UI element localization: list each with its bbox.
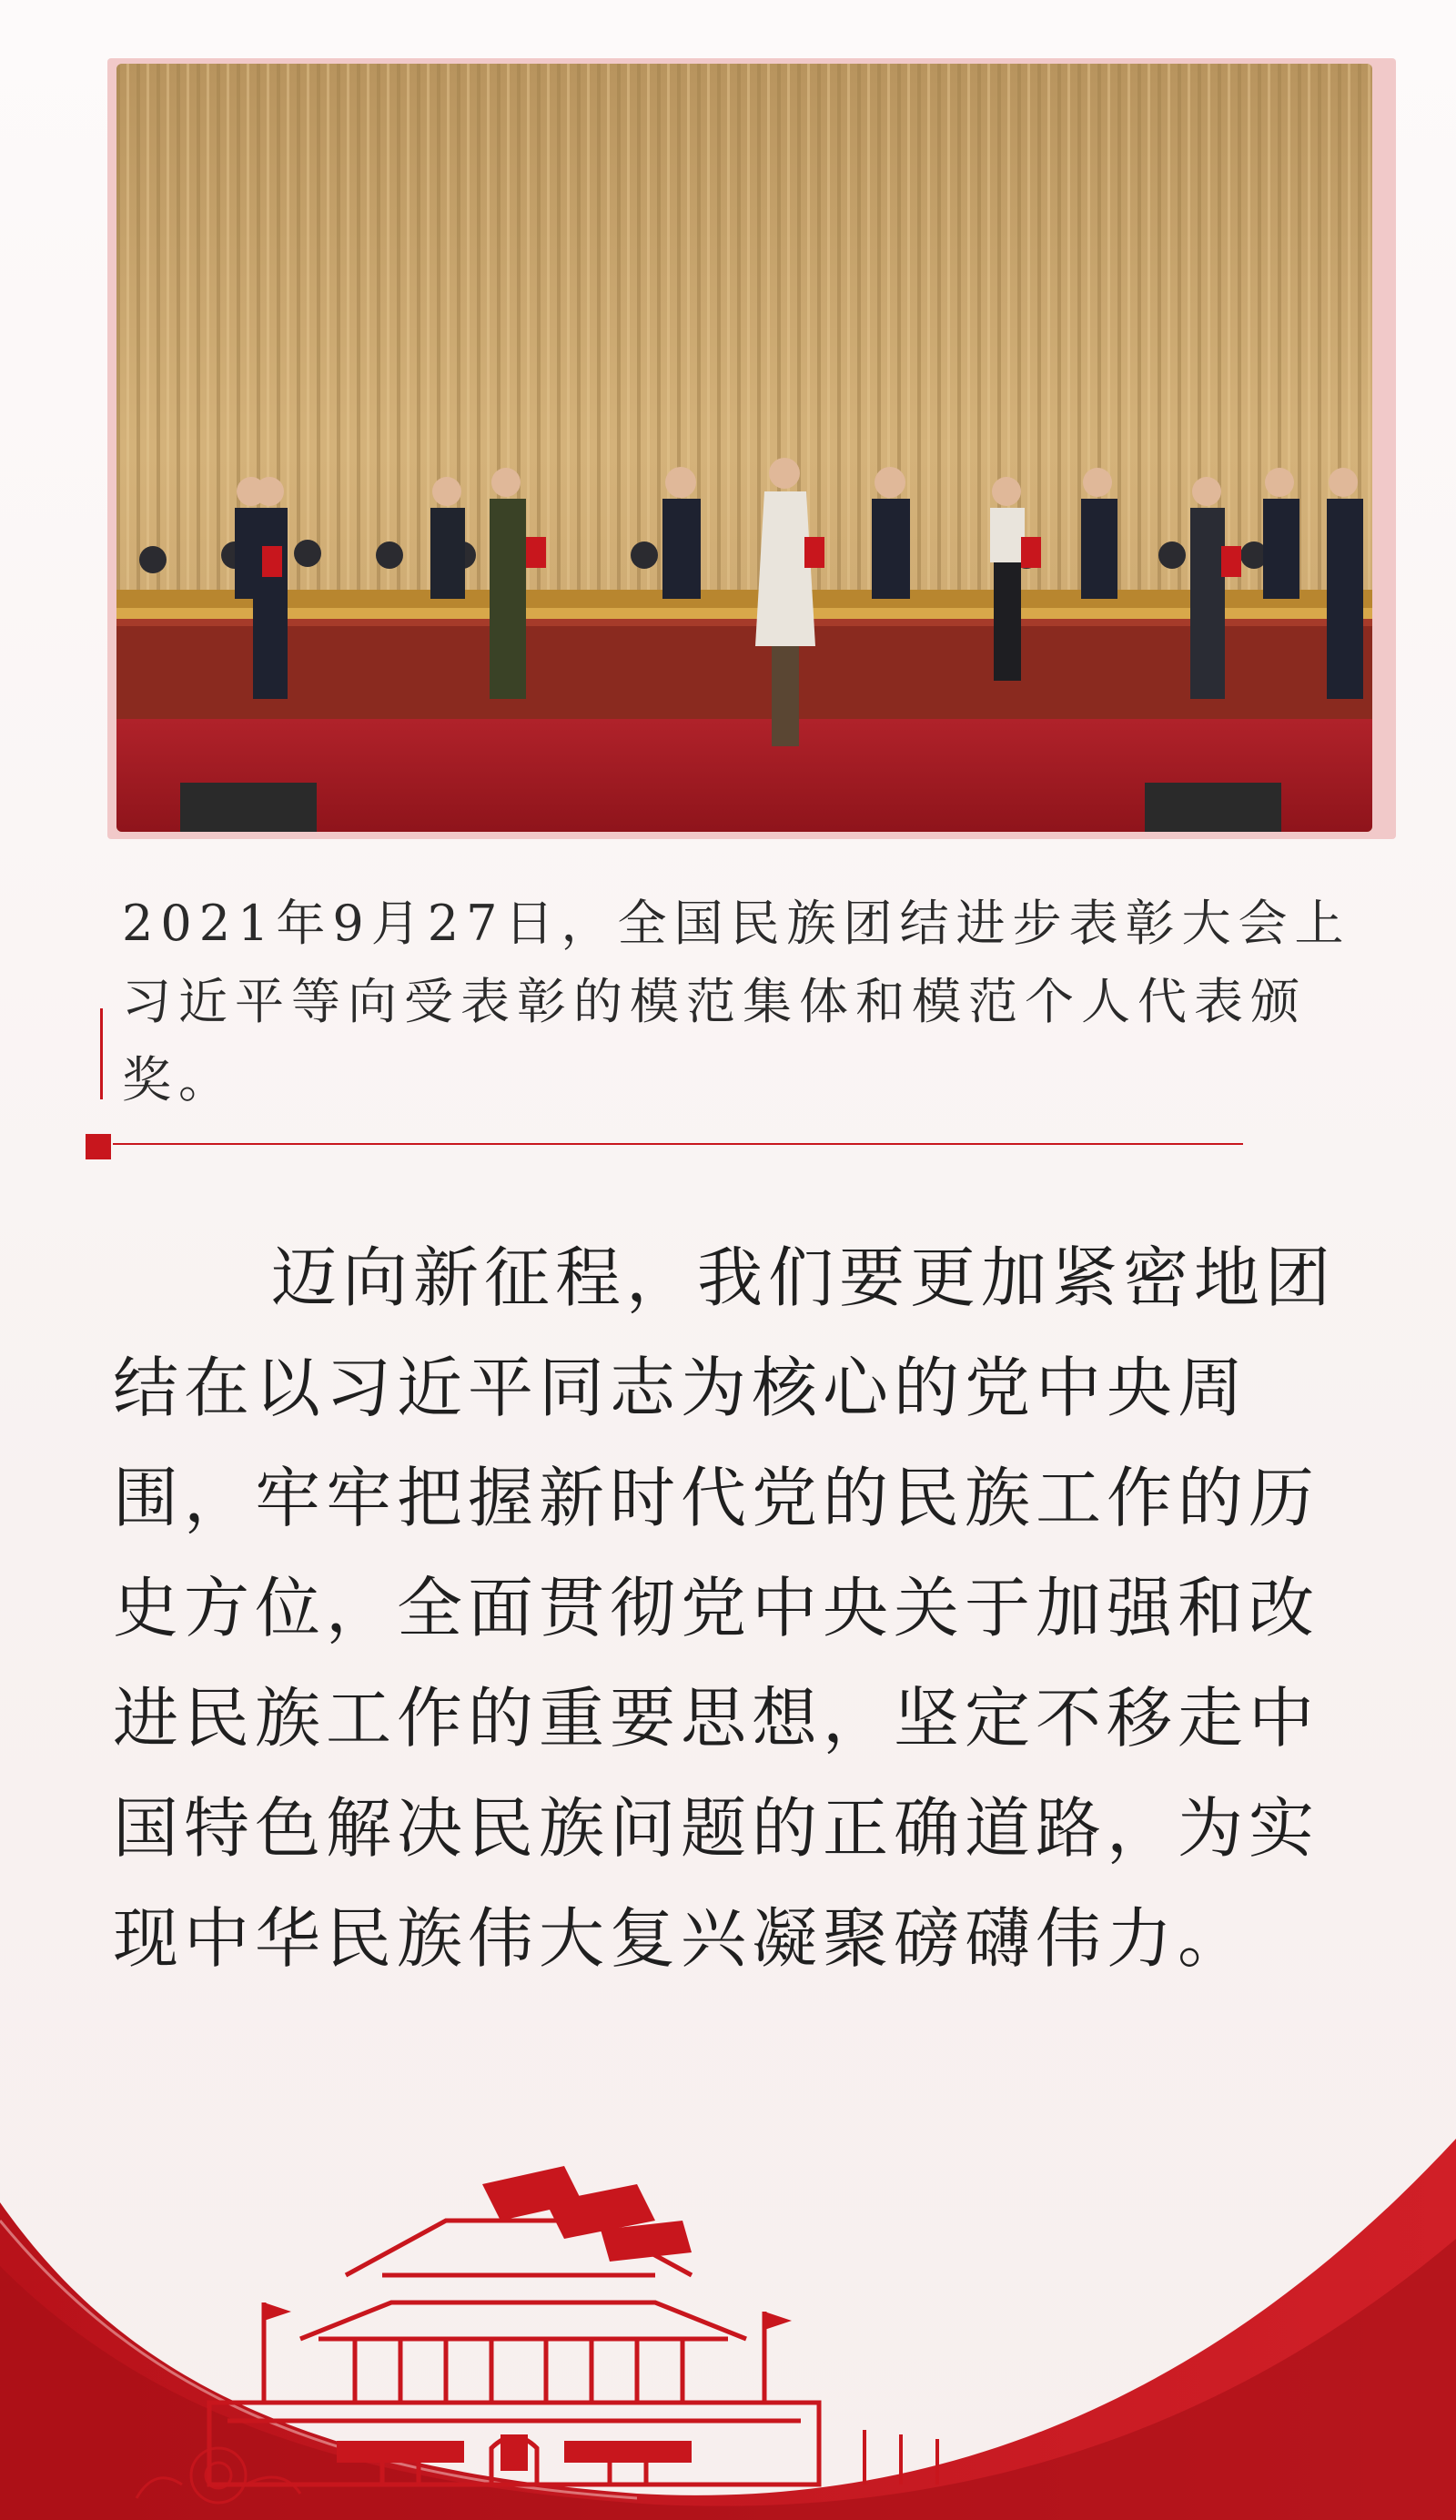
bottom-wave-decoration — [0, 2084, 1456, 2520]
body-paragraph: 迈向新征程，我们要更加紧密地团结在以习近平同志为核心的党中央周围，牢牢把握新时代党的民族工作的历史方位，全面贯彻党中央关于加强和改进民族工作的重要思想，坚定不移走中国特色解决民族问题的正确道路，为实现中华民族伟大复兴凝聚磅礴伟力。 — [113, 1240, 1337, 1977]
tiananmen-gate-illustration — [0, 2084, 1456, 2520]
photo-illustration — [116, 64, 1372, 832]
photo-caption — [100, 874, 1374, 1156]
caption-square-marker — [86, 1134, 111, 1159]
caption-vertical-rule — [100, 1008, 103, 1099]
award-ceremony-photo — [116, 64, 1372, 832]
caption-text: 2021年9月27日，全国民族团结进步表彰大会上习近平等向受表彰的模范集体和模范个人代表颁奖。 — [122, 895, 1351, 1108]
caption-horizontal-rule — [113, 1143, 1243, 1145]
